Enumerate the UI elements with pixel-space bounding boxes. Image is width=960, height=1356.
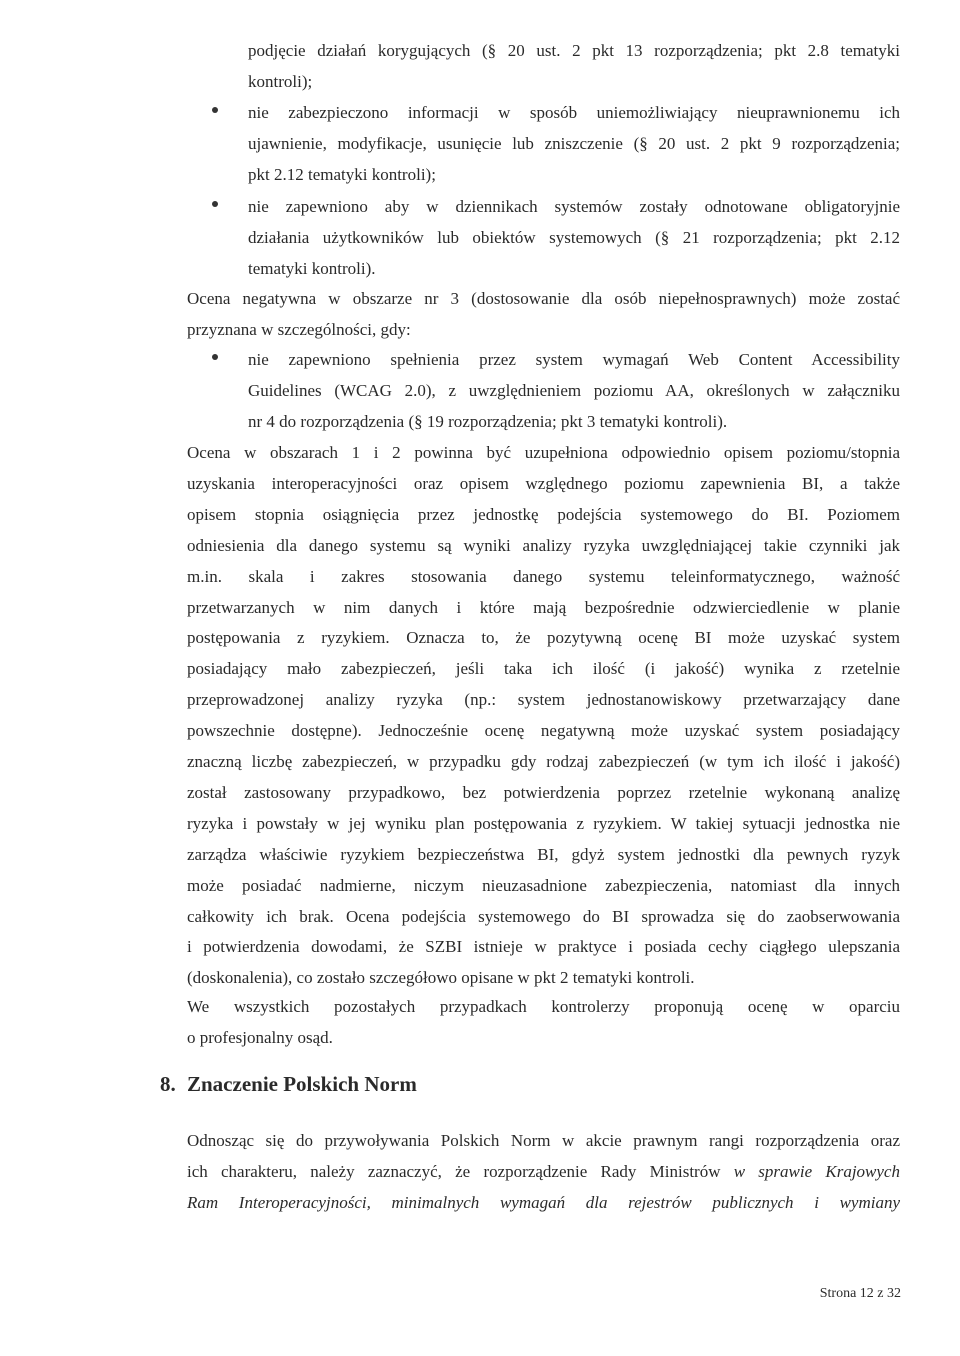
paragraph-line: (doskonalenia), co zostało szczegółowo opisane w pkt 2 tematyki kontroli. — [187, 968, 695, 987]
text-line: Guidelines (WCAG 2.0), z uwzględnieniem poziomu AA, określonych w załączniku — [248, 381, 900, 400]
paragraph-line: m.in. skala i zakres stosowania danego systemu teleinformatycznego, ważność — [187, 567, 900, 586]
paragraph-line: został zastosowany przypadkowo, bez potwierdzenia poprzez rzetelnie wykonaną analizę — [187, 783, 900, 802]
paragraph-line: i potwierdzenia dowodami, że SZBI istnieje w praktyce i posiada cechy ciągłego ulepszania — [187, 937, 900, 956]
paragraph-line: postępowania z ryzykiem. Oznacza to, że pozytywną ocenę BI może uzyskać system — [187, 628, 900, 647]
paragraph-line: całkowity ich brak. Ocena podejścia systemowego do BI sprowadza się do zaobserwowania — [187, 907, 900, 926]
section-title: Znaczenie Polskich Norm — [187, 1072, 417, 1096]
text-line: nie zabezpieczono informacji w sposób uniemożliwiający nieuprawnionemu ich — [248, 103, 900, 122]
paragraph-line: Ram Interoperacyjności, minimalnych wymagań dla rejestrów publicznych i wymiany — [187, 1193, 900, 1212]
text-line: działania użytkowników lub obiektów systemowych (§ 21 rozporządzenia; pkt 2.12 — [248, 228, 900, 247]
paragraph-line: powszechnie dostępne). Jednocześnie ocenę negatywną może uzyskać system posiadający — [187, 721, 900, 740]
plain-text: ich charakteru, należy zaznaczyć, że rozporządzenie Rady Ministrów — [187, 1162, 734, 1181]
text-line: ujawnienie, modyfikacje, usunięcie lub zniszczenie (§ 20 ust. 2 pkt 9 rozporządzenia; — [248, 134, 900, 153]
paragraph-line: ryzyka i powstały w jej wyniku plan postępowania z ryzykiem. W takiej sytuacji jednostka nie — [187, 814, 900, 833]
paragraph-line: zarządza właściwie ryzykiem bezpieczeństwa BI, gdyż system jednostki dla pewnych ryzyk — [187, 845, 900, 864]
paragraph-line: może posiadać nadmierne, niczym nieuzasadnione zabezpieczenia, natomiast dla innych — [187, 876, 900, 895]
paragraph-line: przetwarzanych w nim danych i które mają bezpośrednie odzwierciedlenie w planie — [187, 598, 900, 617]
paragraph-line: Ocena w obszarach 1 i 2 powinna być uzupełniona odpowiednio opisem poziomu/stopnia — [187, 443, 900, 462]
paragraph-line: odniesienia dla danego systemu są wyniki analizy ryzyka uwzględniającej takie czynniki jak — [187, 536, 900, 555]
paragraph-line: o profesjonalny osąd. — [187, 1028, 333, 1047]
text-line: nie zapewniono aby w dziennikach systemów zostały odnotowane obligatoryjnie — [248, 197, 900, 216]
text-line: nie zapewniono spełnienia przez system wymagań Web Content Accessibility — [248, 350, 900, 369]
bullet-dot-icon — [212, 201, 218, 207]
bullet-dot-icon — [212, 107, 218, 113]
paragraph-line: przyznana w szczególności, gdy: — [187, 320, 411, 339]
italic-text: w sprawie Krajowych — [733, 1162, 900, 1181]
paragraph-line: Odnosząc się do przywoływania Polskich Norm w akcie prawnym rangi rozporządzenia oraz — [187, 1131, 900, 1150]
text-line: nr 4 do rozporządzenia (§ 19 rozporządzenia; pkt 3 tematyki kontroli). — [248, 412, 728, 431]
paragraph-line: przeprowadzonej analizy ryzyka (np.: system jednostanowiskowy przetwarzający dane — [187, 690, 900, 709]
paragraph-line: znaczną liczbę zabezpieczeń, w przypadku gdy rodzaj zabezpieczeń (w tym ich ilość i jakość) — [187, 752, 900, 771]
paragraph-line: Ocena negatywna w obszarze nr 3 (dostosowanie dla osób niepełnosprawnych) może zostać — [187, 289, 900, 308]
section-number: 8. — [160, 1072, 176, 1096]
paragraph-line: uzyskania interoperacyjności oraz opisem względnego poziomu zapewnienia BI, a także — [187, 474, 900, 493]
text-line: kontroli); — [248, 72, 313, 91]
paragraph-line: posiadający mało zabezpieczeń, jeśli taka ich ilość (i jakość) wynika z rzetelnie — [187, 659, 900, 678]
paragraph-line: opisem stopnia osiągnięcia przez jednostkę podejścia systemowego do BI. Poziomem — [187, 505, 900, 524]
paragraph-line: We wszystkich pozostałych przypadkach kontrolerzy proponują ocenę w oparciu — [187, 997, 900, 1016]
text-line: tematyki kontroli). — [248, 259, 376, 278]
bullet-dot-icon — [212, 354, 218, 360]
section-heading — [160, 1071, 417, 1097]
text-line: podjęcie działań korygujących (§ 20 ust. 2 pkt 13 rozporządzenia; pkt 2.8 tematyki — [248, 41, 900, 60]
text-line: pkt 2.12 tematyki kontroli); — [248, 165, 436, 184]
page-number: Strona 12 z 32 — [819, 1286, 901, 1301]
paragraph-line — [187, 1162, 900, 1182]
